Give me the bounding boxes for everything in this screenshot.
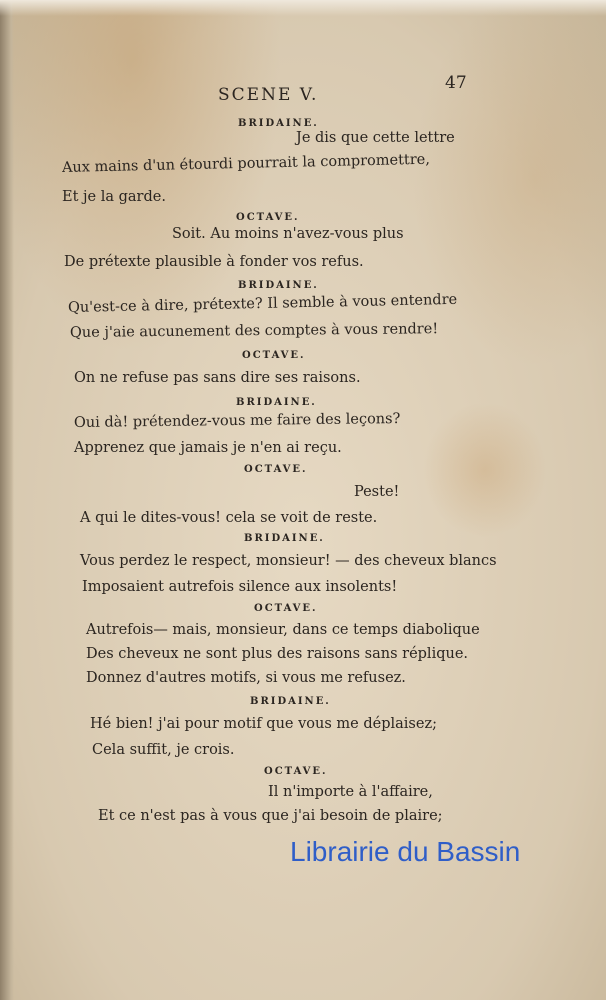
verse-line: Cela suffit, je crois.: [92, 742, 235, 758]
speaker-name: BRIDAINE.: [238, 118, 319, 129]
speaker-name: BRIDAINE.: [244, 533, 325, 544]
verse-line: Autrefois— mais, monsieur, dans ce temps diabolique: [86, 622, 480, 638]
speaker-name: OCTAVE.: [264, 766, 328, 777]
verse-line: Et je la garde.: [62, 189, 166, 205]
watermark-text: Librairie du Bassin: [290, 836, 521, 867]
speaker-name: BRIDAINE.: [236, 397, 317, 408]
speaker-name: BRIDAINE.: [238, 280, 319, 291]
speaker-name: OCTAVE.: [254, 603, 318, 614]
verse-line: Imposaient autrefois silence aux insolents!: [82, 579, 398, 595]
verse-line: Oui dà! prétendez-vous me faire des leçons?: [73, 411, 401, 431]
verse-line: Des cheveux ne sont plus des raisons sans réplique.: [86, 646, 469, 662]
verse-line: Et ce n'est pas à vous que j'ai besoin de plaire;: [98, 808, 443, 824]
speaker-name: OCTAVE.: [242, 350, 306, 361]
page-number: 47: [445, 73, 467, 93]
verse-line: Donnez d'autres motifs, si vous me refusez.: [86, 670, 406, 686]
verse-line: Je dis que cette lettre: [296, 130, 455, 146]
verse-line: On ne refuse pas sans dire ses raisons.: [74, 370, 361, 386]
verse-line: Qu'est-ce à dire, prétexte? Il semble à vous entendre: [67, 291, 458, 316]
verse-line: Aux mains d'un étourdi pourrait la compromettre,: [61, 151, 431, 176]
verse-line: Apprenez que jamais je n'en ai reçu.: [74, 440, 342, 456]
verse-line: De prétexte plausible à fonder vos refus.: [64, 254, 364, 270]
verse-line: A qui le dites-vous! cela se voit de reste.: [80, 510, 378, 526]
verse-line: Hé bien! j'ai pour motif que vous me déplaisez;: [90, 716, 437, 732]
verse-line: Soit. Au moins n'avez-vous plus: [172, 226, 404, 242]
verse-line: Vous perdez le respect, monsieur! — des cheveux blancs: [80, 553, 497, 569]
book-spine-shadow: [0, 0, 14, 1000]
scene-heading: SCENE V.: [218, 85, 319, 105]
page-top-edge: [0, 0, 606, 16]
verse-line: Que j'aie aucunement des comptes à vous rendre!: [69, 321, 439, 341]
speaker-name: OCTAVE.: [244, 464, 308, 475]
speaker-name: BRIDAINE.: [250, 696, 331, 707]
speaker-name: OCTAVE.: [236, 212, 300, 223]
verse-line: Il n'importe à l'affaire,: [268, 784, 433, 800]
verse-line: Peste!: [354, 484, 400, 500]
